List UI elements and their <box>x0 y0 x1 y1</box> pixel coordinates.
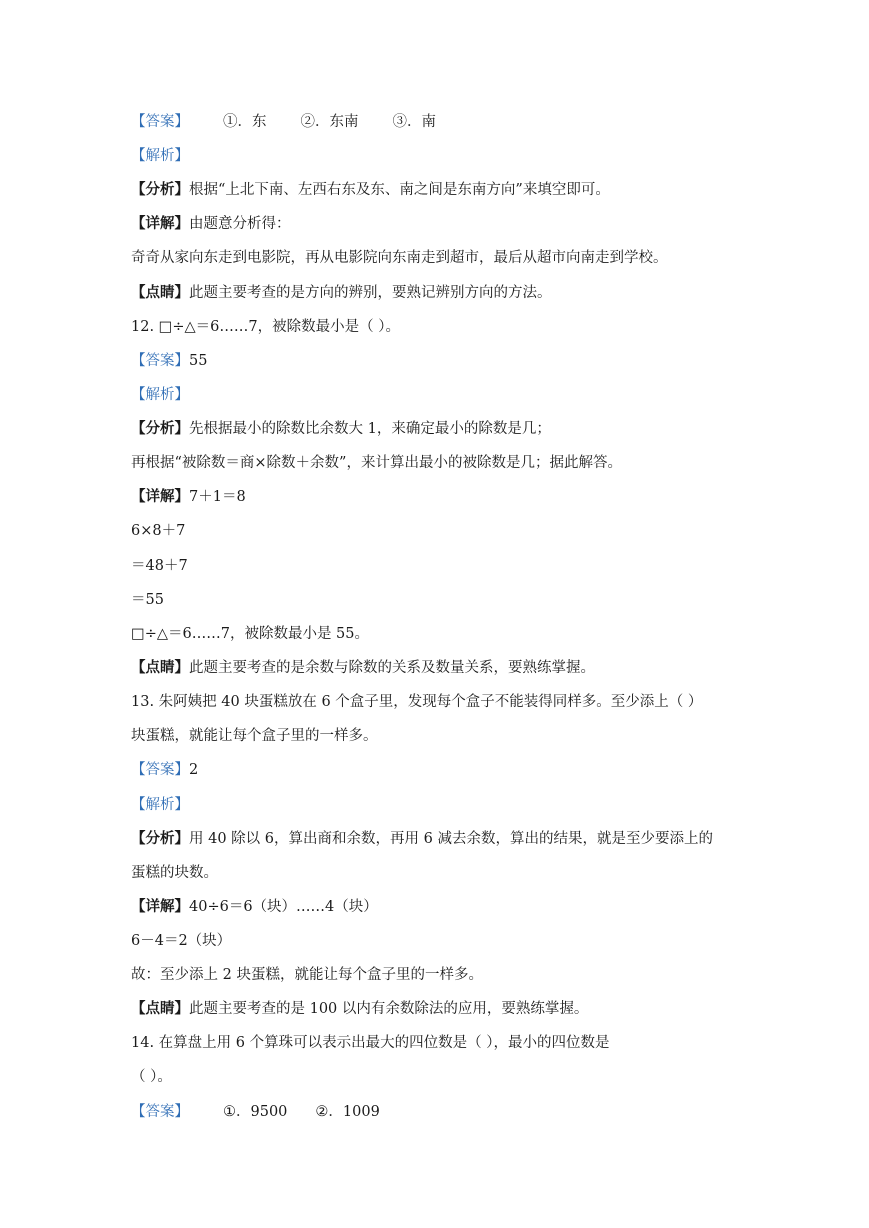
q11-xiangjie-line <box>131 214 741 234</box>
answer-tag: 【答案】 <box>131 1104 189 1120</box>
dianjing-tag: 【点睛】 <box>131 1000 189 1017</box>
answer-item-2: ②．1009 <box>315 1104 380 1120</box>
q13-question: 13. 朱阿姨把 40 块蛋糕放在 6 个盒子里，发现每个盒子不能装得同样多。至少添上（ ） <box>131 694 703 710</box>
q11-dianjing-line <box>131 283 741 303</box>
q13-fenxi-line <box>131 829 741 849</box>
answer-item-2: ②．东南 <box>300 114 359 130</box>
xiangjie-text: 7＋1＝8 <box>189 489 246 505</box>
dianjing-text: 此题主要考查的是余数与除数的关系及数量关系，要熟练掌握。 <box>189 660 595 676</box>
dianjing-tag: 【点睛】 <box>131 659 189 676</box>
answer-item-3: ③．南 <box>392 114 436 130</box>
fenxi-tag: 【分析】 <box>131 181 189 198</box>
q12-xiangjie-line <box>131 487 741 507</box>
answer-item-1: ①．东 <box>223 114 267 130</box>
q12-conclusion: □÷△＝6……7，被除数最小是 55。 <box>131 626 370 642</box>
q12-answer-line <box>131 351 741 371</box>
fenxi-text: 根据“上北下南、左西右东及东、南之间是东南方向”来填空即可。 <box>189 182 610 198</box>
q13-xiangjie-line <box>131 897 741 917</box>
dianjing-text: 此题主要考查的是 100 以内有余数除法的应用，要熟练掌握。 <box>189 1001 589 1017</box>
q11-analysis-line <box>131 146 741 166</box>
analysis-tag: 【解析】 <box>131 797 189 813</box>
fenxi-tag: 【分析】 <box>131 830 189 847</box>
answer-tag: 【答案】 <box>131 762 189 778</box>
xiangjie-text: 由题意分析得： <box>189 216 291 232</box>
q14-question-line2: （ ）。 <box>131 1069 172 1085</box>
q12-analysis-line <box>131 385 741 405</box>
fenxi-text: 用 40 除以 6，算出商和余数，再用 6 减去余数，算出的结果，就是至少要添上的 <box>189 831 713 847</box>
answer-tag: 【答案】 <box>131 114 189 130</box>
answer-value: 2 <box>189 762 199 778</box>
q12-dianjing-line <box>131 658 741 678</box>
xiangjie-tag: 【详解】 <box>131 215 189 232</box>
answer-tag: 【答案】 <box>131 353 189 369</box>
q13-conclusion: 故：至少添上 2 块蛋糕，就能让每个盒子里的一样多。 <box>131 967 483 983</box>
q13-question-line2: 块蛋糕，就能让每个盒子里的一样多。 <box>131 728 378 744</box>
analysis-tag: 【解析】 <box>131 148 189 164</box>
q12-calc-1: 6×8＋7 <box>131 523 186 539</box>
q11-answer-line <box>131 112 741 132</box>
xiangjie-tag: 【详解】 <box>131 488 189 505</box>
fenxi-text: 先根据最小的除数比余数大 1，来确定最小的除数是几； <box>189 421 551 437</box>
q12-calc-2: ＝48＋7 <box>131 558 188 574</box>
q12-fenxi-line <box>131 419 741 439</box>
q12-fenxi-line2: 再根据“被除数＝商×除数＋余数”，来计算出最小的被除数是几；据此解答。 <box>131 455 622 471</box>
q12-question: 12. □÷△＝6……7，被除数最小是（ ）。 <box>131 319 400 335</box>
q13-analysis-line <box>131 795 741 815</box>
dianjing-text: 此题主要考查的是方向的辨别，要熟记辨别方向的方法。 <box>189 285 552 301</box>
xiangjie-tag: 【详解】 <box>131 898 189 915</box>
analysis-tag: 【解析】 <box>131 387 189 403</box>
q14-answer-line <box>131 1102 741 1122</box>
q11-detail-line: 奇奇从家向东走到电影院，再从电影院向东南走到超市，最后从超市向南走到学校。 <box>131 250 668 266</box>
q14-question: 14. 在算盘上用 6 个算珠可以表示出最大的四位数是（ ），最小的四位数是 <box>131 1035 610 1051</box>
q12-calc-3: ＝55 <box>131 592 164 608</box>
q13-fenxi-line2: 蛋糕的块数。 <box>131 865 218 881</box>
answer-value: 55 <box>189 353 208 369</box>
q13-dianjing-line <box>131 999 741 1019</box>
q11-fenxi-line <box>131 180 741 200</box>
fenxi-tag: 【分析】 <box>131 420 189 437</box>
q13-calc-1: 6－4＝2（块） <box>131 933 232 949</box>
q13-answer-line <box>131 760 741 780</box>
dianjing-tag: 【点睛】 <box>131 284 189 301</box>
answer-item-1: ①．9500 <box>223 1104 288 1120</box>
xiangjie-text: 40÷6＝6（块）……4（块） <box>189 899 378 915</box>
